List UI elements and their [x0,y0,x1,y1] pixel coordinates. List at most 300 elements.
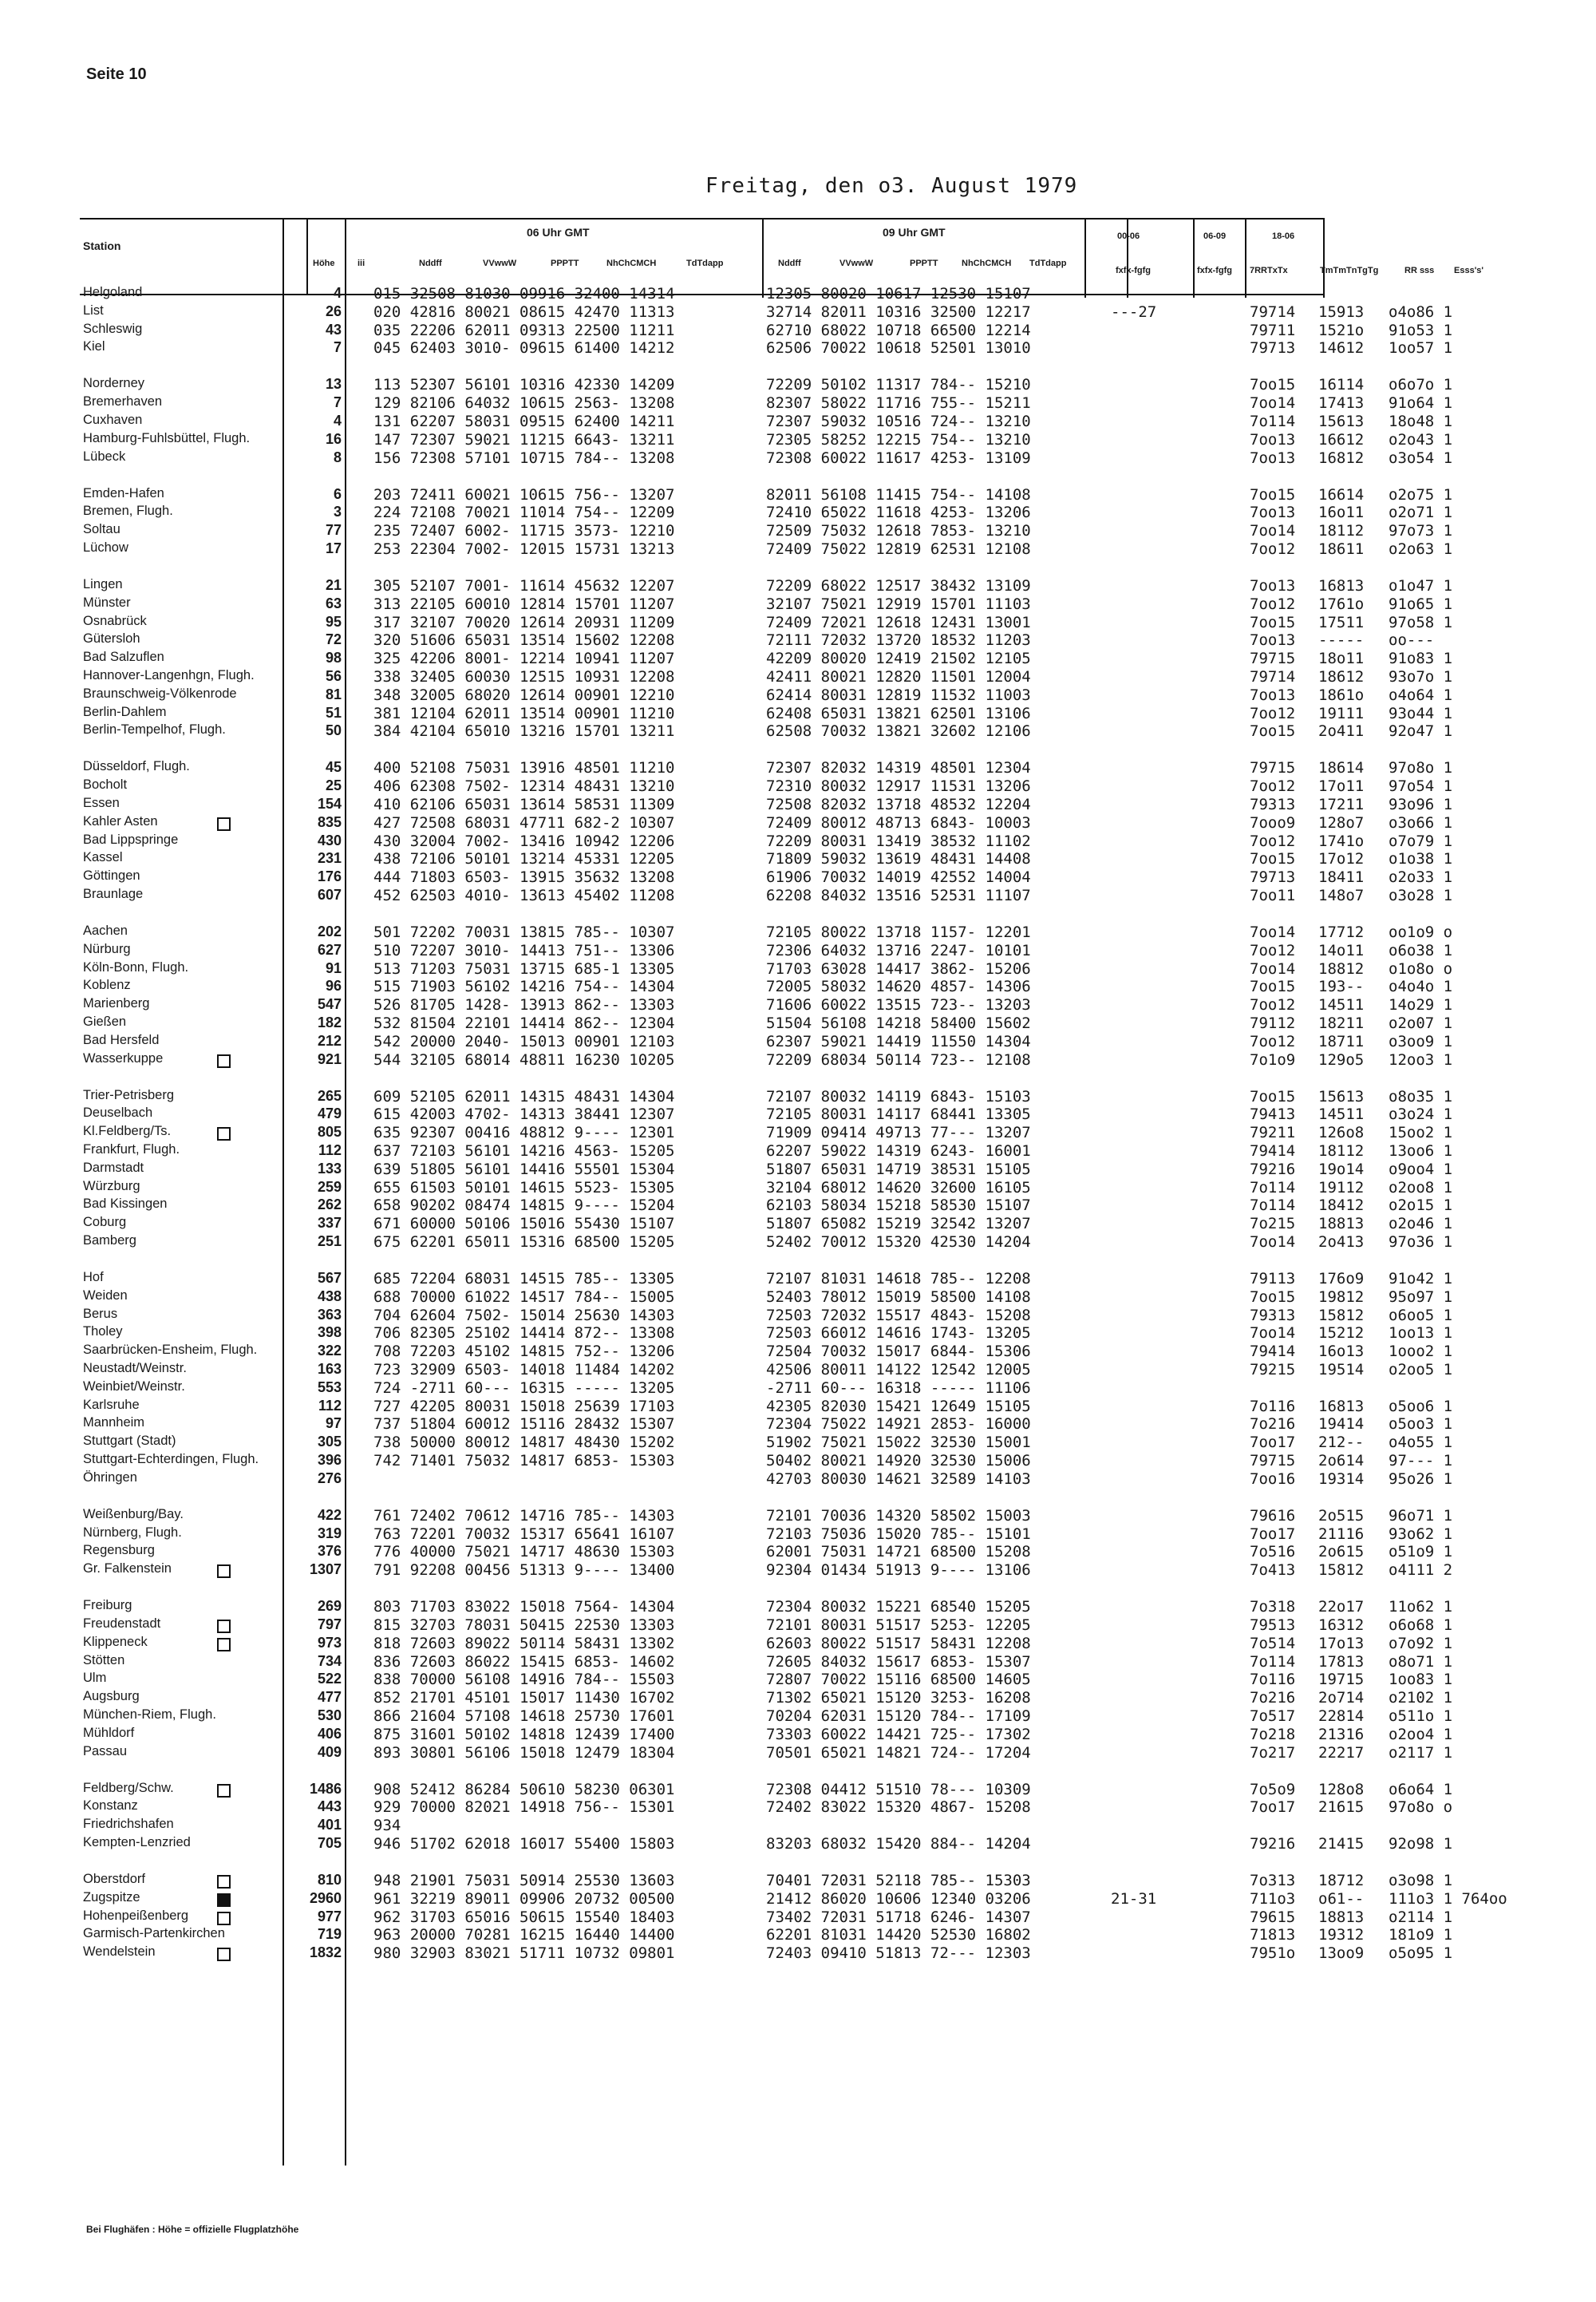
obs-rr: 97o58 1 [1389,614,1453,631]
obs-06-gmt: 609 52105 62011 14315 48431 14304 [373,1088,675,1106]
station-name: Regensburg [83,1543,155,1557]
obs-rr: o5o95 1 [1389,1944,1453,1962]
obs-09-gmt: 70204 62031 15120 784-- 17109 [766,1707,1031,1725]
obs-09-gmt: 72403 09410 51813 72--- 12303 [766,1944,1031,1962]
obs-tmin: ----- [1318,631,1365,649]
obs-09-gmt: 72111 72032 13720 18532 11203 [766,631,1031,649]
station-height: 7 [333,339,342,355]
obs-tmin: 17o13 [1318,1635,1365,1652]
obs-06-gmt: 338 32405 60030 12515 10931 12208 [373,668,675,686]
station-name: Darmstadt [83,1161,144,1175]
obs-09-gmt: 62103 58034 15218 58530 15107 [766,1196,1031,1214]
header-hoehe: Höhe [313,259,335,268]
table-row [0,1726,1596,1743]
obs-tmin: 16812 [1318,449,1365,467]
obs-tmin: 15812 [1318,1307,1365,1324]
extreme-range: ---27 [1111,303,1157,321]
obs-rr: 96o71 1 [1389,1507,1453,1525]
obs-tmin: 18813 [1318,1215,1365,1232]
station-height: 6 [333,486,342,502]
header-09-wwww: VVwwW [839,259,874,268]
obs-tmin: 18411 [1318,868,1365,886]
table-row [0,1379,1596,1397]
obs-tmin: 18614 [1318,759,1365,777]
obs-06-gmt: 615 42003 4702- 14313 38441 12307 [373,1106,675,1123]
header-09-tdpp: TdTdapp [1029,259,1067,268]
table-row [0,887,1596,904]
obs-06-gmt: 325 42206 8001- 12214 10941 11207 [373,650,675,667]
obs-tmin: 15212 [1318,1324,1365,1342]
obs-09-gmt: 62208 84032 13516 52531 11107 [766,887,1031,904]
obs-tmax: 7oo13 [1250,631,1296,649]
obs-09-gmt: 71703 63028 14417 3862- 15206 [766,960,1031,978]
station-height: 810 [317,1872,342,1888]
station-name: Weiden [83,1288,128,1303]
obs-tmin: 19o14 [1318,1161,1365,1178]
obs-rr: o2114 1 [1389,1908,1453,1926]
obs-tmin: 176o9 [1318,1270,1365,1287]
obs-tmax: 79713 [1250,339,1296,357]
obs-06-gmt: 852 21701 45101 15017 11430 16702 [373,1689,675,1707]
table-row [0,1324,1596,1342]
obs-rr: o4o86 1 [1389,303,1453,321]
station-name: Klippeneck [83,1635,148,1649]
obs-tmax: 7oo14 [1250,1324,1296,1342]
table-row [0,522,1596,540]
table-top-rule [80,218,1325,220]
obs-tmax: 7oo17 [1250,1434,1296,1451]
station-height: 567 [317,1270,342,1286]
obs-tmin: 1861o [1318,686,1365,704]
obs-tmin: 18412 [1318,1196,1365,1214]
obs-tmax: 7o514 [1250,1635,1296,1652]
station-name: Schleswig [83,322,143,336]
obs-09-gmt: 72509 75032 12618 7853- 13210 [766,522,1031,540]
table-row [0,1671,1596,1688]
obs-tmin: 18611 [1318,540,1365,558]
obs-tmax: 711o3 [1250,1890,1296,1908]
obs-tmax: 79711 [1250,322,1296,339]
station-name: Göttingen [83,868,140,883]
obs-rr: 97o8o 1 [1389,759,1453,777]
station-height: 259 [317,1179,342,1195]
obs-rr: 97o54 1 [1389,777,1453,795]
obs-06-gmt: 156 72308 57101 10715 784-- 13208 [373,449,675,467]
header-09-nddff: Nddff [778,259,801,268]
station-height: 97 [325,1415,342,1431]
station-marker-icon [217,1620,231,1633]
obs-tmax: 7o216 [1250,1415,1296,1433]
obs-tmax: 7oo12 [1250,833,1296,850]
obs-tmax: 7o114 [1250,1653,1296,1671]
obs-rr: o8o35 1 [1389,1088,1453,1106]
obs-09-gmt: 72103 75036 15020 785-- 15101 [766,1525,1031,1543]
obs-tmin: 2o413 [1318,1233,1365,1251]
obs-tmin: 2o515 [1318,1507,1365,1525]
station-name: Bad Salzuflen [83,650,164,664]
obs-tmin: 14511 [1318,1106,1365,1123]
obs-rr: 11o62 1 [1389,1598,1453,1616]
obs-rr: 97--- 1 [1389,1452,1453,1469]
obs-tmin: 19812 [1318,1288,1365,1306]
obs-tmin: 17o12 [1318,850,1365,868]
obs-tmax: 7o313 [1250,1872,1296,1889]
obs-06-gmt: 113 52307 56101 10316 42330 14209 [373,376,675,394]
station-name: Stuttgart-Echterdingen, Flugh. [83,1452,259,1466]
station-name: Feldberg/Schw. [83,1781,174,1795]
obs-09-gmt: 72101 80031 51517 5253- 12205 [766,1616,1031,1634]
obs-09-gmt: 50402 80021 14920 32530 15006 [766,1452,1031,1469]
obs-rr: o9oo4 1 [1389,1161,1453,1178]
obs-06-gmt: 738 50000 80012 14817 48430 15202 [373,1434,675,1451]
obs-09-gmt: 72209 80031 13419 38532 11102 [766,833,1031,850]
station-name: Ulm [83,1671,107,1685]
obs-tmax: 7o114 [1250,1196,1296,1214]
obs-rr: o2oo5 1 [1389,1361,1453,1378]
obs-tmax: 7oo17 [1250,1525,1296,1543]
obs-tmax: 7oo14 [1250,960,1296,978]
station-height: 163 [317,1361,342,1377]
station-height: 202 [317,924,342,939]
station-height: 154 [317,796,342,812]
obs-09-gmt: 72409 80012 48713 6843- 10003 [766,814,1031,832]
obs-06-gmt: 658 90202 08474 14815 9---- 15204 [373,1196,675,1214]
obs-09-gmt: 72304 80032 15221 68540 15205 [766,1598,1031,1616]
obs-09-gmt: 62207 59022 14319 6243- 16001 [766,1142,1031,1160]
station-height: 50 [325,722,342,738]
table-row [0,868,1596,886]
obs-06-gmt: 430 32004 7002- 13416 10942 12206 [373,833,675,850]
station-name: Hannover-Langenhgn, Flugh. [83,668,255,682]
station-height: 553 [317,1379,342,1395]
obs-tmin: 1521o [1318,322,1365,339]
obs-tmin: 18612 [1318,668,1365,686]
station-name: Bad Kissingen [83,1196,168,1211]
obs-06-gmt: 946 51702 62018 16017 55400 15803 [373,1835,675,1853]
obs-09-gmt: 70501 65021 14821 724-- 17204 [766,1744,1031,1762]
table-row [0,1142,1596,1160]
obs-tmin: 19312 [1318,1926,1365,1944]
header-06-gmt: 06 Uhr GMT [527,226,590,239]
station-height: 319 [317,1525,342,1541]
obs-rr: 13oo6 1 [1389,1142,1453,1160]
obs-09-gmt: 62414 80031 12819 11532 11003 [766,686,1031,704]
obs-rr: 1oo57 1 [1389,339,1453,357]
station-name: Karlsruhe [83,1398,140,1412]
obs-tmax: 7oo14 [1250,394,1296,412]
station-height: 95 [325,614,342,630]
obs-06-gmt: 803 71703 83022 15018 7564- 14304 [373,1598,675,1616]
station-height: 406 [317,1726,342,1742]
obs-09-gmt: 72807 70022 15116 68500 14605 [766,1671,1031,1688]
obs-09-gmt: 21412 86020 10606 12340 03206 [766,1890,1031,1908]
obs-rr: 92o47 1 [1389,722,1453,740]
obs-rr: o3o66 1 [1389,814,1453,832]
obs-06-gmt: 727 42205 80031 15018 25639 17103 [373,1398,675,1415]
obs-rr: o4111 2 [1389,1561,1453,1579]
obs-tmin: 19715 [1318,1671,1365,1688]
obs-06-gmt: 723 32909 6503- 14018 11484 14202 [373,1361,675,1378]
obs-tmin: 19111 [1318,705,1365,722]
table-row [0,1161,1596,1178]
obs-09-gmt: 83203 68032 15420 884-- 14204 [766,1835,1031,1853]
obs-rr: o2o33 1 [1389,868,1453,886]
obs-06-gmt: 513 71203 75031 13715 685-1 13305 [373,960,675,978]
header-06-nh: NhChCMCH [606,259,657,268]
obs-09-gmt: 42411 80021 12820 11501 12004 [766,668,1031,686]
station-name: Bocholt [83,777,128,792]
obs-09-gmt: 12305 80020 10617 12530 15107 [766,285,1031,303]
obs-06-gmt: 724 -2711 60--- 16315 ----- 13205 [373,1379,675,1397]
station-name: Frankfurt, Flugh. [83,1142,180,1157]
table-row [0,595,1596,613]
obs-09-gmt: 72503 72032 15517 4843- 15208 [766,1307,1031,1324]
table-row [0,1470,1596,1488]
obs-tmax: 79216 [1250,1161,1296,1178]
station-height: 112 [318,1398,342,1414]
obs-tmax: 7oo12 [1250,996,1296,1014]
station-height: 96 [325,978,342,994]
obs-06-gmt: 875 31601 50102 14818 12439 17400 [373,1726,675,1743]
table-row [0,285,1596,303]
obs-09-gmt: 62307 59021 14419 11550 14304 [766,1033,1031,1050]
obs-09-gmt: 72305 58252 12215 754-- 13210 [766,431,1031,449]
obs-tmin: 17o11 [1318,777,1365,795]
obs-rr: o3o28 1 [1389,887,1453,904]
table-row [0,614,1596,631]
station-name: Braunschweig-Völkenrode [83,686,237,701]
obs-09-gmt: 72209 68022 12517 38432 13109 [766,577,1031,595]
station-height: 91 [325,960,342,976]
station-marker-icon [217,1638,231,1651]
station-name: Würzburg [83,1179,140,1193]
obs-06-gmt: 444 71803 6503- 13915 35632 13208 [373,868,675,886]
obs-06-gmt: 131 62207 58031 09515 62400 14211 [373,413,675,430]
station-name: Koblenz [83,978,131,992]
obs-09-gmt: 62506 70022 10618 52501 13010 [766,339,1031,357]
obs-06-gmt: 688 70000 61022 14517 784-- 15005 [373,1288,675,1306]
station-height: 627 [317,942,342,958]
obs-09-gmt: 73402 72031 51718 6246- 14307 [766,1908,1031,1926]
station-height: 921 [317,1051,342,1067]
station-height: 212 [317,1033,342,1049]
obs-rr: o3o98 1 [1389,1872,1453,1889]
station-height: 4 [333,413,342,429]
obs-06-gmt: 836 72603 86022 15415 6853- 14602 [373,1653,675,1671]
obs-tmax: 7oo13 [1250,431,1296,449]
obs-09-gmt: 72410 65022 11618 4253- 13206 [766,504,1031,521]
station-name: Nürburg [83,942,131,956]
obs-tmax: 7oo14 [1250,1233,1296,1251]
obs-06-gmt: 742 71401 75032 14817 6853- 15303 [373,1452,675,1469]
station-name: Soltau [83,522,120,536]
table-row [0,540,1596,558]
obs-06-gmt: 526 81705 1428- 13913 862-- 13303 [373,996,675,1014]
station-name: Deuselbach [83,1106,153,1120]
obs-rr: o6oo5 1 [1389,1307,1453,1324]
obs-rr: o2oo4 1 [1389,1726,1453,1743]
obs-tmin: 18813 [1318,1908,1365,1926]
obs-rr: o6o7o 1 [1389,376,1453,394]
obs-09-gmt: 62408 65031 13821 62501 13106 [766,705,1031,722]
obs-tmin: 18o11 [1318,650,1365,667]
station-height: 705 [317,1835,342,1851]
obs-rr: 97o73 1 [1389,522,1453,540]
obs-tmax: 7oo15 [1250,1088,1296,1106]
header-06-pppt: PPPTT [551,259,579,268]
station-name: Cuxhaven [83,413,143,427]
station-name: Berlin-Tempelhof, Flugh. [83,722,226,737]
obs-tmin: 21316 [1318,1726,1365,1743]
station-marker-icon [217,1784,231,1798]
obs-09-gmt: 72308 60022 11617 4253- 13109 [766,449,1031,467]
obs-tmin: 14612 [1318,339,1365,357]
station-height: 438 [317,1288,342,1304]
obs-rr: 91o83 1 [1389,650,1453,667]
station-height: 1307 [309,1561,342,1577]
obs-rr: o7o92 1 [1389,1635,1453,1652]
table-row [0,1707,1596,1725]
header-range-0006: 00-06 [1117,231,1140,241]
table-row [0,1744,1596,1762]
obs-tmax: 7oo15 [1250,614,1296,631]
obs-06-gmt: 963 20000 70281 16215 16440 14400 [373,1926,675,1944]
table-row [0,339,1596,357]
header-range-1806: 18-06 [1272,231,1295,241]
obs-tmax: 7o318 [1250,1598,1296,1616]
table-row [0,1088,1596,1106]
header-station: Station [83,239,121,252]
station-name: Wendelstein [83,1944,156,1959]
obs-tmin: 13oo9 [1318,1944,1365,1962]
obs-tmin: 128o7 [1318,814,1365,832]
table-row [0,1926,1596,1944]
obs-tmax: 79313 [1250,796,1296,813]
table-row [0,1398,1596,1415]
station-height: 7 [333,394,342,410]
table-row [0,1598,1596,1616]
obs-09-gmt: 72209 68034 50114 723-- 12108 [766,1051,1031,1069]
station-height: 734 [317,1653,342,1669]
station-name: Mannheim [83,1415,145,1430]
obs-09-gmt: 72409 72021 12618 12431 13001 [766,614,1031,631]
table-row [0,705,1596,722]
obs-tmin: 15613 [1318,413,1365,430]
station-height: 276 [317,1470,342,1486]
obs-09-gmt: 62603 80022 51517 58431 12208 [766,1635,1031,1652]
station-height: 182 [317,1015,342,1030]
obs-06-gmt: 203 72411 60021 10615 756-- 13207 [373,486,675,504]
obs-rr: o7o79 1 [1389,833,1453,850]
table-row [0,722,1596,740]
obs-rr: 93o96 1 [1389,796,1453,813]
station-height: 133 [317,1161,342,1177]
obs-06-gmt: 961 32219 89011 09906 20732 00500 [373,1890,675,1908]
obs-tmax: 7oo12 [1250,1033,1296,1050]
table-row [0,1616,1596,1634]
obs-09-gmt: 32107 75021 12919 15701 11103 [766,595,1031,613]
obs-rr: o2o15 1 [1389,1196,1453,1214]
obs-rr: 111o3 1 764oo [1389,1890,1507,1908]
obs-tmax: 7oo15 [1250,376,1296,394]
obs-06-gmt: 671 60000 50106 15016 55430 15107 [373,1215,675,1232]
obs-09-gmt: 72508 82032 13718 48532 12204 [766,796,1031,813]
obs-06-gmt: 948 21901 75031 50914 25530 13603 [373,1872,675,1889]
obs-rr: o2o63 1 [1389,540,1453,558]
obs-rr: o5oo6 1 [1389,1398,1453,1415]
obs-tmin: 17712 [1318,924,1365,941]
obs-rr: o1o47 1 [1389,577,1453,595]
obs-tmin: 16114 [1318,376,1365,394]
obs-tmax: 79414 [1250,1142,1296,1160]
table-row [0,1343,1596,1360]
obs-tmin: 14o11 [1318,942,1365,959]
obs-rr: 18o48 1 [1389,413,1453,430]
table-row [0,1872,1596,1889]
obs-rr: 181o9 1 [1389,1926,1453,1944]
obs-09-gmt: 51807 65031 14719 38531 15105 [766,1161,1031,1178]
obs-tmax: 7oo12 [1250,777,1296,795]
table-row [0,1908,1596,1926]
obs-06-gmt: 406 62308 7502- 12314 48431 13210 [373,777,675,795]
obs-rr: o4o64 1 [1389,686,1453,704]
obs-rr: 93o44 1 [1389,705,1453,722]
obs-tmin: 16o13 [1318,1343,1365,1360]
obs-rr: 97o36 1 [1389,1233,1453,1251]
station-height: 265 [317,1088,342,1104]
obs-rr: 92o98 1 [1389,1835,1453,1853]
station-name: Münster [83,595,131,610]
obs-09-gmt: 72402 83022 15320 4867- 15208 [766,1798,1031,1816]
footnote: Bei Flughäfen : Höhe = offizielle Flugplatzhöhe [86,2224,299,2235]
table-row [0,1361,1596,1378]
obs-09-gmt: 72209 50102 11317 784-- 15210 [766,376,1031,394]
table-row [0,1179,1596,1196]
obs-rr: o1o38 1 [1389,850,1453,868]
obs-tmin: 17813 [1318,1653,1365,1671]
obs-06-gmt: 893 30801 56106 15018 12479 18304 [373,1744,675,1762]
obs-rr: o51o9 1 [1389,1543,1453,1560]
table-row [0,1835,1596,1853]
station-name: Lüchow [83,540,128,555]
obs-rr: o6o64 1 [1389,1781,1453,1798]
obs-tmin: 2o411 [1318,722,1365,740]
obs-09-gmt: 61906 70032 14019 42552 14004 [766,868,1031,886]
station-name: Saarbrücken-Ensheim, Flugh. [83,1343,258,1357]
station-height: 81 [325,686,342,702]
station-name: Mühldorf [83,1726,135,1740]
obs-tmin: 128o8 [1318,1781,1365,1798]
obs-tmax: 7ooo9 [1250,814,1296,832]
station-name: Bremerhaven [83,394,163,409]
obs-tmax: 7o116 [1250,1671,1296,1688]
station-name: Helgoland [83,285,143,299]
obs-06-gmt: 637 72103 56101 14216 4563- 15205 [373,1142,675,1160]
station-name: Freudenstadt [83,1616,161,1631]
obs-06-gmt: 305 52107 7001- 11614 45632 12207 [373,577,675,595]
obs-rr: o3o24 1 [1389,1106,1453,1123]
obs-06-gmt: 427 72508 68031 47711 682-2 10307 [373,814,675,832]
obs-09-gmt: 71606 60022 13515 723-- 13203 [766,996,1031,1014]
station-name: Konstanz [83,1798,138,1813]
station-height: 1486 [309,1781,342,1797]
obs-06-gmt: 035 22206 62011 09313 22500 11211 [373,322,675,339]
obs-tmax: 7oo12 [1250,540,1296,558]
station-name: Osnabrück [83,614,147,628]
obs-rr: 95o97 1 [1389,1288,1453,1306]
obs-09-gmt: 72105 80031 14117 68441 13305 [766,1106,1031,1123]
station-height: 56 [325,668,342,684]
